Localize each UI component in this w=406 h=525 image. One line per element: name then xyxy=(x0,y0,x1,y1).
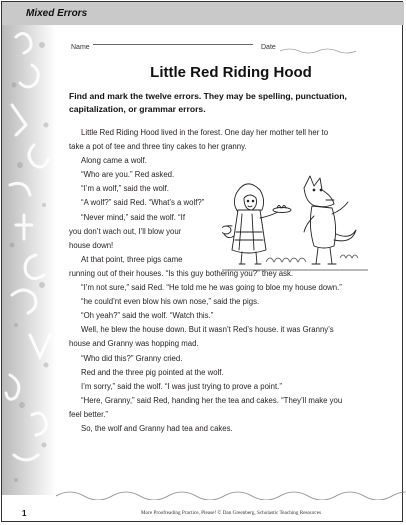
footer-divider xyxy=(56,488,406,500)
story-line: running out of their houses. “Is this guy bothering you?” they ask. xyxy=(69,268,294,278)
name-label: Name xyxy=(71,44,90,51)
decorative-letter-strip xyxy=(2,25,56,495)
story-line: house and Granny was hopping mad. xyxy=(69,339,199,349)
story-line: “Here, Granny,” said Red, handing her the tea and cakes. “They’ll make you xyxy=(81,395,343,405)
story-line: Red and the three pig pointed at the wolf. xyxy=(81,367,224,377)
story-line: you don’t wach out, I’ll blow your xyxy=(69,226,182,236)
story-line: “I’m not sure,” said Red. “He told me he was going to bloe my house down.” xyxy=(81,283,342,293)
credit-line: More Proofreading Practice, Please! © Dan Greenberg, Scholastic Teaching Resources xyxy=(140,510,322,516)
story-line: Little Red Riding Hood lived in the forest. One day her mother tell her to xyxy=(81,128,329,137)
section-label: Mixed Errors xyxy=(26,8,88,19)
date-label: Date xyxy=(261,44,276,51)
story-line: So, the wolf and Granny had tea and cakes. xyxy=(81,423,233,433)
decorative-letters-icon xyxy=(2,25,56,495)
story-line: At that point, three pigs came xyxy=(81,254,183,264)
red-riding-hood-illustration xyxy=(222,184,291,264)
date-line xyxy=(280,44,356,54)
instructions: Find and mark the twelve errors. They may be spelling, punctuation, capitalization, or grammar errors. xyxy=(69,91,347,114)
name-line xyxy=(93,44,253,45)
story-line: “I’m a wolf,” said the wolf. xyxy=(81,184,169,194)
story-line: “he could’nt even blow his own nose,” said the pigs. xyxy=(81,297,260,307)
story-line: I’m sorry,” said the wolf. “I was just trying to prove a point.” xyxy=(81,381,282,391)
page-title: Little Red Riding Hood xyxy=(150,64,312,81)
story-line: Well, he blew the house down. But it wasn’t Red’s house. it was Granny’s xyxy=(81,325,334,335)
wolf-illustration xyxy=(304,176,356,264)
story-line: “A wolf?” said Red. “What’s a wolf?” xyxy=(81,198,205,208)
page-number: 1 xyxy=(22,509,27,518)
story-line: “Who did this?” Granny cried. xyxy=(81,353,183,363)
story-line: take a pot of tee and three tiny cakes to her granny. xyxy=(69,142,247,152)
story-line: Along came a wolf. xyxy=(81,156,147,166)
story-illustration xyxy=(222,170,368,275)
story-line: “Who are you.” Red asked. xyxy=(81,170,175,180)
story-line: “Oh yeah?” said the wolf. “Watch this.” xyxy=(81,311,214,321)
story-line: house down! xyxy=(69,240,114,250)
story-line: feel better.” xyxy=(69,409,109,419)
story-line: “Never mind,” said the wolf. “If xyxy=(81,212,185,222)
header-bar xyxy=(2,2,404,25)
